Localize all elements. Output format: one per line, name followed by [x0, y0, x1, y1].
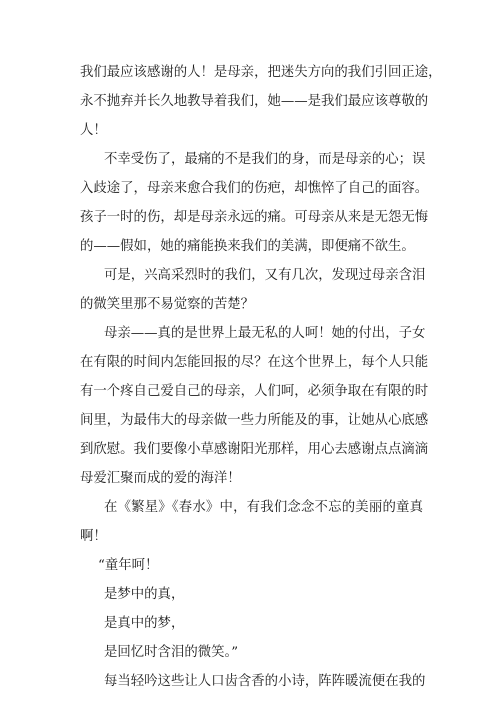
- text-line-8: 可是，兴高采烈时的我们，又有几次，发现过母亲含泪: [104, 268, 426, 283]
- text-line-14: 到欣慰。我们要像小草感谢阳光那样，用心去感谢点点滴滴: [80, 442, 429, 457]
- text-line-5: 入歧途了，母亲来愈合我们的伤疤，却憔悴了自己的面容。: [80, 181, 429, 196]
- text-line-2: 永不抛弃并长久地教导着我们，她——是我们最应该尊敬的: [80, 94, 429, 109]
- text-line-16: 在《繁星》《春水》中，有我们念念不忘的美丽的童真: [104, 500, 423, 515]
- text-line-7: 的——假如，她的痛能换来我们的美满，即便痛不欲生。: [80, 239, 415, 254]
- text-line-11: 在有限的时间内怎能回报的尽？在这个世界上，每个人只能: [80, 355, 429, 370]
- text-line-9: 的微笑里那不易觉察的苦楚？: [80, 297, 255, 312]
- text-line-3: 人！: [80, 123, 107, 138]
- text-line-6: 孩子一时的伤，却是母亲永远的痛。可母亲从来是无怨无悔: [80, 210, 429, 225]
- text-line-18: 每当轻吟这些让人口齿含香的小诗，阵阵暖流便在我的: [104, 674, 426, 689]
- text-line-17: 啊！: [80, 529, 107, 544]
- poem-line-3: 是真中的梦，: [104, 616, 185, 631]
- text-line-13: 间里，为最伟大的母亲做一些力所能及的事，让她从心底感: [80, 413, 429, 428]
- text-line-15: 母爱汇聚而成的爱的海洋！: [80, 471, 241, 486]
- text-line-10: 母亲——真的是世界上最无私的人呵！她的付出，子女: [104, 326, 426, 341]
- poem-line-4: 是回忆时含泪的微笑。”: [104, 645, 239, 660]
- poem-line-1: “童年呵！: [98, 558, 159, 573]
- text-line-1: 我们最应该感谢的人！是母亲，把迷失方向的我们引回正途，: [80, 65, 442, 80]
- poem-line-2: 是梦中的真，: [104, 587, 185, 602]
- text-line-12: 有一个疼自己爱自己的母亲，人们呵，必须争取在有限的时: [80, 384, 429, 399]
- text-line-4: 不幸受伤了，最痛的不是我们的身，而是母亲的心；误: [104, 152, 426, 167]
